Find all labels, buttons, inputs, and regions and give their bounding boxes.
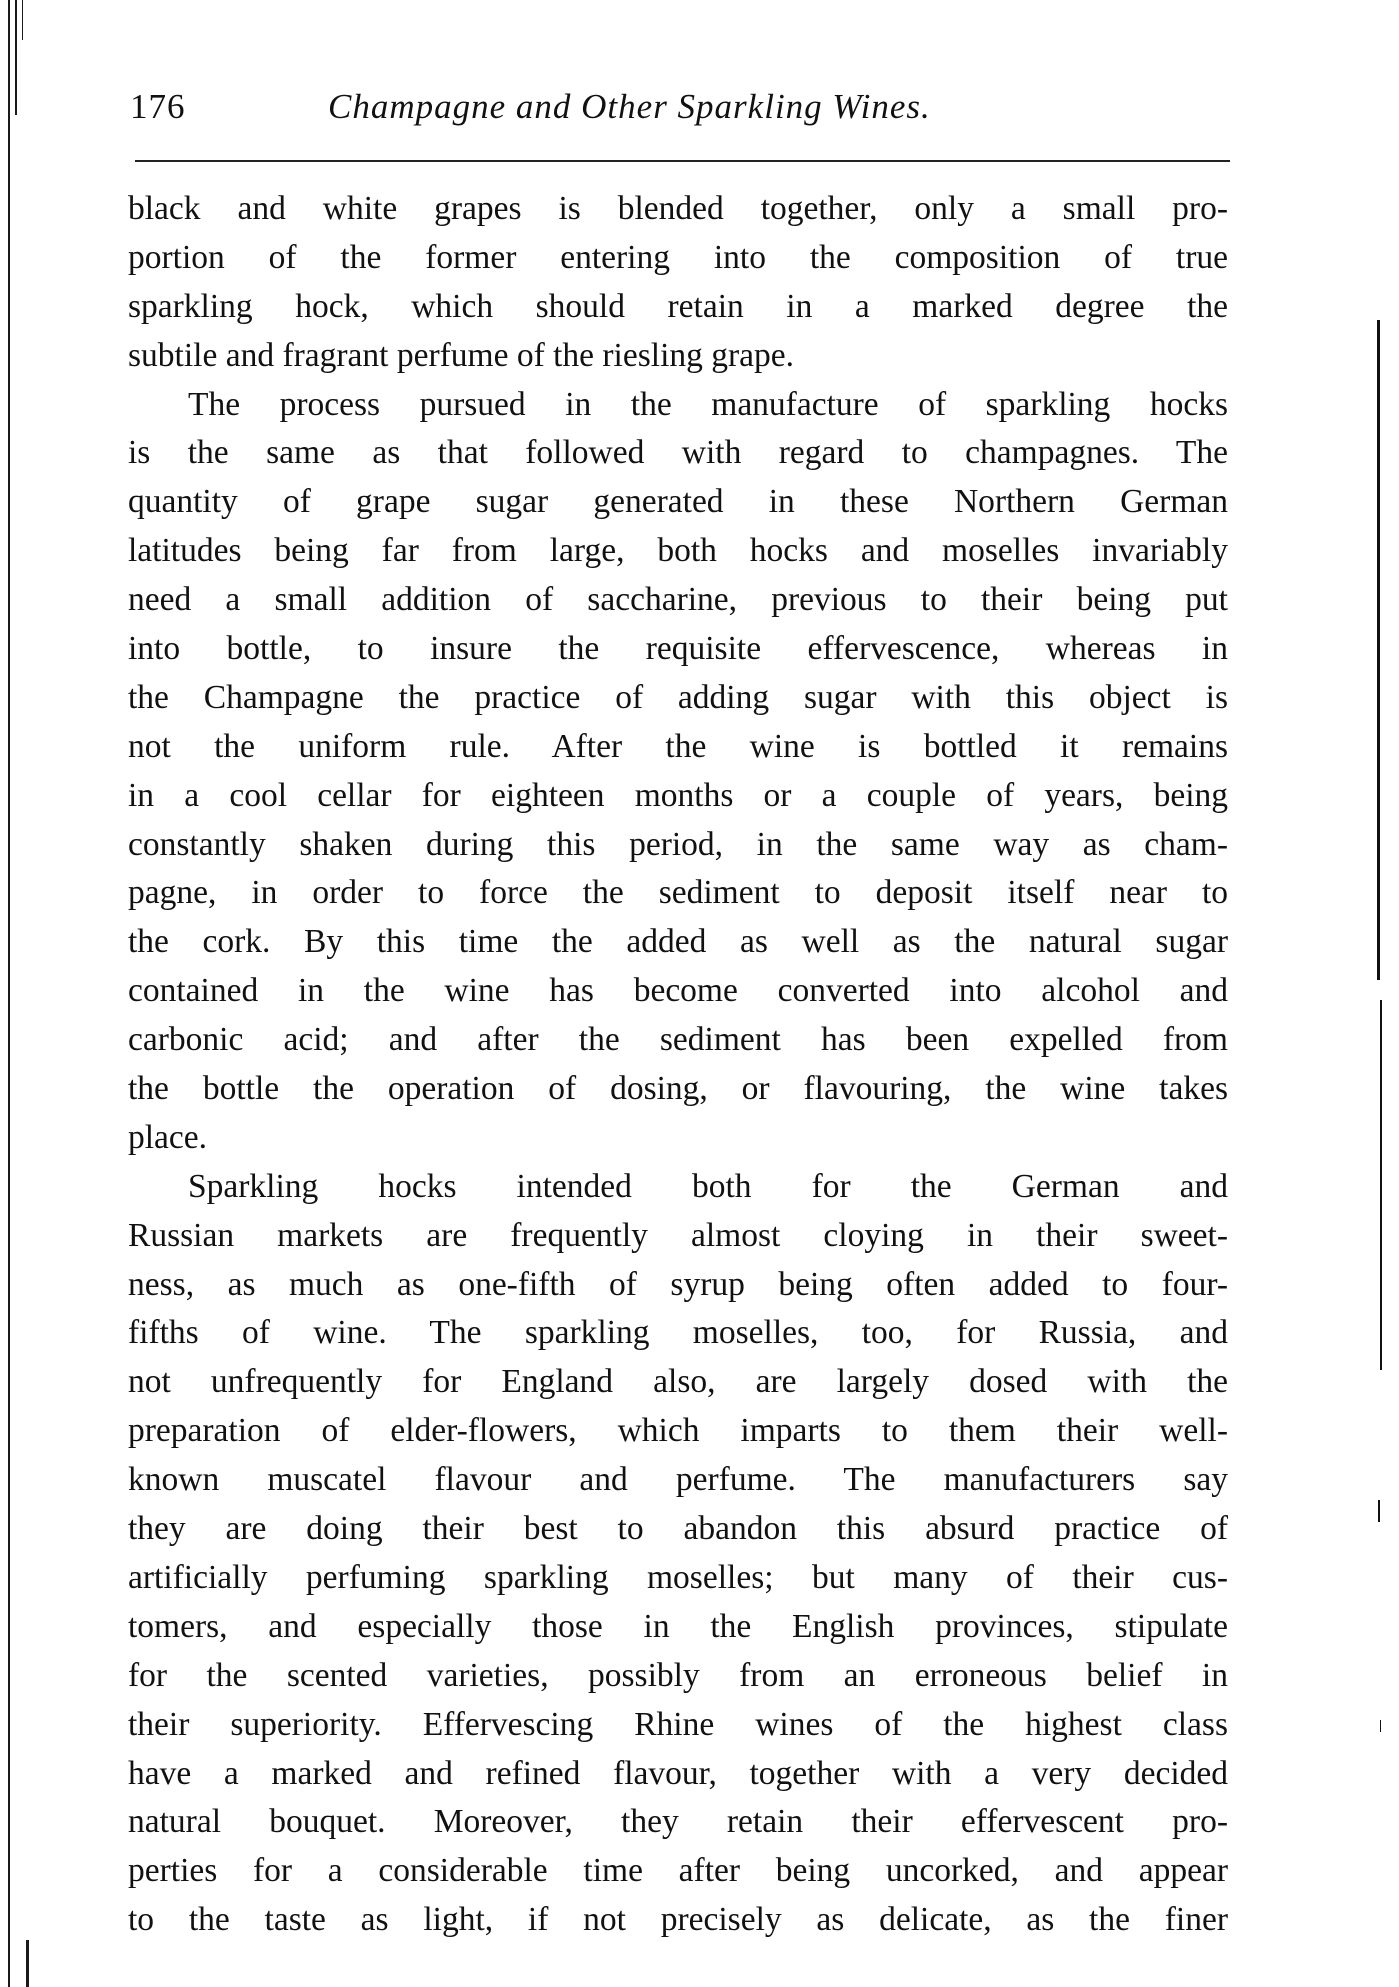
text-line: fifths of wine. The sparkling moselles, too, for Russia, and — [128, 1314, 1228, 1352]
text-line: Russian markets are frequently almost cloying in their sweet- — [128, 1216, 1228, 1254]
text-line: the cork. By this time the added as well as the natural sugar — [128, 923, 1228, 961]
margin-edge-mark — [1378, 1500, 1380, 1522]
running-title: Champagne and Other Sparkling Wines. — [328, 87, 931, 126]
body-text — [128, 185, 1228, 1945]
text-line: perties for a considerable time after being uncorked, and appear — [128, 1852, 1228, 1890]
text-line: not the uniform rule. After the wine is bottled it remains — [128, 727, 1228, 765]
text-line: contained in the wine has become converted into alcohol and — [128, 972, 1228, 1010]
margin-edge-mark — [1377, 320, 1380, 980]
text-line: for the scented varieties, possibly from an erroneous belief in — [128, 1656, 1228, 1694]
binding-edge-mark — [26, 1940, 29, 1987]
text-line: subtile and fragrant perfume of the riesling grape. — [128, 336, 795, 374]
text-line: black and white grapes is blended together, only a small pro- — [128, 190, 1228, 227]
text-line: The process pursued in the manufacture of sparkling hocks — [188, 385, 1228, 423]
text-line: their superiority. Effervescing Rhine wines of the highest class — [128, 1705, 1228, 1743]
running-head — [130, 82, 1230, 132]
binding-edge-mark — [8, 0, 10, 1987]
text-line: into bottle, to insure the requisite effervescence, whereas in — [128, 630, 1228, 668]
text-line: need a small addition of saccharine, previous to their being put — [128, 581, 1228, 619]
text-line: portion of the former entering into the composition of true — [128, 238, 1228, 276]
text-line: preparation of elder-flowers, which imparts to them their well- — [128, 1412, 1228, 1450]
margin-edge-mark — [1380, 1720, 1381, 1732]
text-line: carbonic acid; and after the sediment has been expelled from — [128, 1021, 1228, 1059]
text-line: the bottle the operation of dosing, or flavouring, the wine takes — [128, 1070, 1228, 1108]
text-line: constantly shaken during this period, in the same way as cham- — [128, 825, 1228, 863]
page-number: 176 — [130, 87, 186, 126]
text-line: place. — [128, 1118, 208, 1156]
text-line: ness, as much as one-fifth of syrup being often added to four- — [128, 1265, 1228, 1303]
binding-edge-mark — [15, 0, 17, 115]
text-line: tomers, and especially those in the English provinces, stipulate — [128, 1607, 1228, 1645]
text-line: known muscatel flavour and perfume. The manufacturers say — [128, 1461, 1228, 1499]
binding-edge-mark — [22, 0, 23, 40]
text-line: sparkling hock, which should retain in a marked degree the — [128, 287, 1228, 325]
text-line: in a cool cellar for eighteen months or a couple of years, being — [128, 776, 1228, 814]
text-line: artificially perfuming sparkling moselles; but many of their cus- — [128, 1558, 1228, 1596]
text-line: latitudes being far from large, both hocks and moselles invariably — [128, 532, 1228, 570]
text-line: Sparkling hocks intended both for the German and — [188, 1167, 1228, 1205]
margin-edge-mark — [1380, 1000, 1382, 1370]
text-line: they are doing their best to abandon this absurd practice of — [128, 1510, 1228, 1548]
header-rule — [135, 160, 1230, 162]
text-line: have a marked and refined flavour, together with a very decided — [128, 1754, 1228, 1792]
text-line: quantity of grape sugar generated in these Northern German — [128, 483, 1228, 521]
text-line: is the same as that followed with regard to champagnes. The — [128, 434, 1228, 472]
text-line: natural bouquet. Moreover, they retain their effervescent pro- — [128, 1803, 1228, 1841]
text-line: not unfrequently for England also, are largely dosed with the — [128, 1363, 1228, 1401]
text-line: pagne, in order to force the sediment to deposit itself near to — [128, 874, 1228, 912]
text-line: the Champagne the practice of adding sugar with this object is — [128, 678, 1228, 716]
text-line: to the taste as light, if not precisely as delicate, as the finer — [128, 1901, 1228, 1939]
